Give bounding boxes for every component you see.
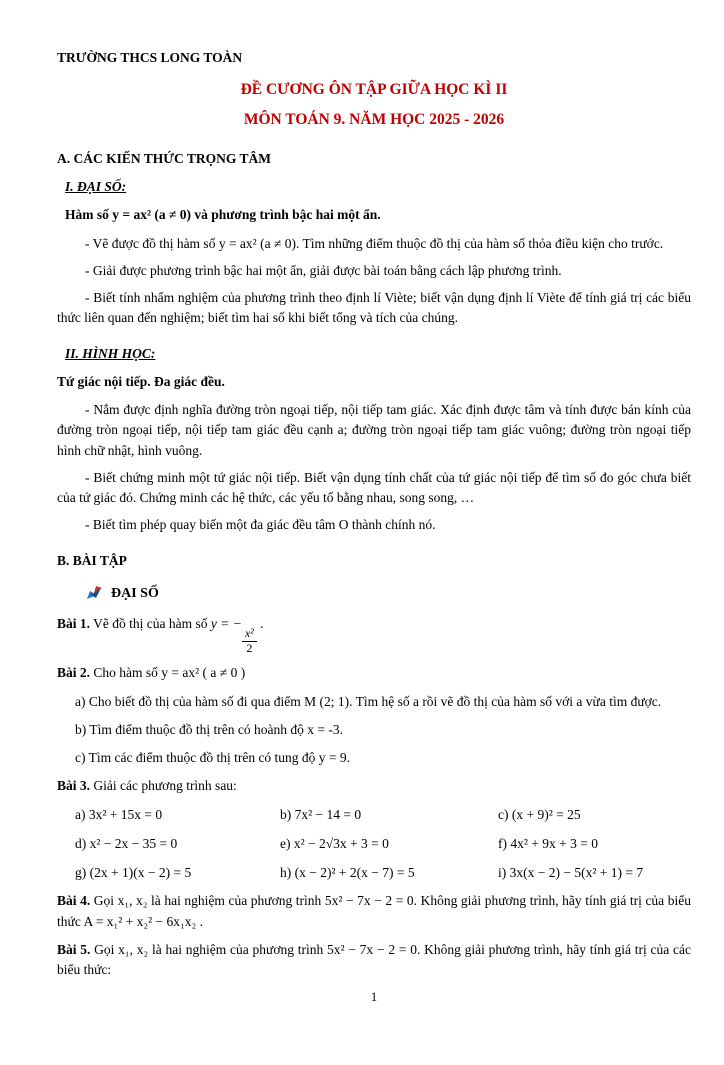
arrow-bullet-icon bbox=[87, 586, 103, 600]
algebra-heading-text: I. ĐẠI SỐ: bbox=[65, 179, 127, 194]
geometry-heading bbox=[65, 344, 691, 364]
algebra-point-3: - Biết tính nhẩm nghiệm của phương trình theo định lí Viète; biết vận dụng định lí Viète để tính giá trị các biểu thức liên quan đến nghiệm; biết tìm hai số khi biết tổng và tích của chúng. bbox=[57, 290, 691, 326]
bai2-item-b: b) Tìm điểm thuộc đồ thị trên có hoành độ x = -3. bbox=[75, 721, 343, 737]
algebra-subheading: Hàm số y = ax² (a ≠ 0) và phương trình bậc hai một ẩn. bbox=[65, 207, 381, 223]
algebra-point-2: - Giải được phương trình bậc hai một ẩn, giải được bài toán bằng cách lập phương trình. bbox=[85, 262, 562, 278]
page-number: 1 bbox=[370, 990, 378, 1005]
equation-b: b) 7x² − 14 = 0 bbox=[280, 806, 362, 822]
geometry-heading-text: II. HÌNH HỌC: bbox=[65, 345, 156, 361]
bai3-equations bbox=[57, 805, 691, 884]
bai2-item-a: a) Cho biết đồ thị của hàm số đi qua điểm M (2; 1). Tìm hệ số a rồi vẽ đồ thị của hàm số với a vừa tìm được. bbox=[75, 693, 662, 709]
equation-d: d) x² − 2x − 35 = 0 bbox=[75, 835, 178, 851]
equation-f: f) 4x² + 9x + 3 = 0 bbox=[498, 835, 599, 851]
section-b-heading: B. BÀI TẬP bbox=[57, 552, 127, 568]
geometry-point-1: - Nắm được định nghĩa đường tròn ngoại tiếp, nội tiếp tam giác. Xác định được tâm và tính được bán kính của đường tròn ngoại tiếp, nội tiếp tam giác đều cạnh a; đường tròn ngoại tiếp tam giác vuông; đường tròn ngoại tiếp hình chữ nhật, hình vuông. bbox=[57, 402, 691, 458]
doc-title-line2: MÔN TOÁN 9. NĂM HỌC 2025 - 2026 bbox=[243, 110, 505, 128]
equation-i: i) 3x(x − 2) − 5(x² + 1) = 7 bbox=[498, 865, 644, 881]
bai2-text: Cho hàm số y = ax² ( a ≠ 0 ) bbox=[90, 665, 246, 681]
algebra-point-1: - Vẽ được đồ thị hàm số y = ax² (a ≠ 0). Tìm những điểm thuộc đồ thị của hàm số thỏa điều kiện cho trước. bbox=[85, 235, 664, 251]
page-footer bbox=[57, 988, 691, 1065]
equation-e: e) x² − 2√3x + 3 = 0 bbox=[280, 835, 389, 851]
exercise-bai5 bbox=[57, 940, 691, 981]
bai4-label: Bài 4. bbox=[57, 893, 91, 909]
bai3-text: Giải các phương trình sau: bbox=[90, 778, 237, 794]
geometry-subheading: Tứ giác nội tiếp. Đa giác đều. bbox=[57, 373, 225, 389]
bai1-label: Bài 1. bbox=[57, 615, 91, 631]
bai4-text: Gọi x₁, x₂ là hai nghiệm của phương trình 5x² − 7x − 2 = 0. Không giải phương trình, hãy tính giá trị của biểu thức A = x₁² + x₂² − 6x₁x₂ . bbox=[57, 893, 691, 929]
bai1-text: Vẽ đồ thị của hàm số bbox=[90, 615, 211, 631]
exercise-bai4 bbox=[57, 891, 691, 932]
doc-title-line1: ĐỀ CƯƠNG ÔN TẬP GIỮA HỌC KÌ II bbox=[240, 81, 508, 99]
equation-h: h) (x − 2)² + 2(x − 7) = 5 bbox=[280, 865, 415, 881]
school-name: TRƯỜNG THCS LONG TOÀN bbox=[57, 50, 243, 65]
bai1-suffix: . bbox=[256, 615, 264, 631]
fraction bbox=[242, 627, 257, 656]
bai3-label: Bài 3. bbox=[57, 778, 91, 794]
exercise-bai2 bbox=[57, 663, 691, 683]
algebra-exercises-heading bbox=[87, 583, 691, 604]
algebra-heading bbox=[65, 177, 691, 197]
bai5-text: Gọi x₁, x₂ là hai nghiệm của phương trình 5x² − 7x − 2 = 0. Không giải phương trình, hãy tính giá trị của các biểu thức: bbox=[57, 941, 691, 978]
algebra-exercises-label: ĐẠI SỐ bbox=[111, 585, 159, 601]
section-a-heading: A. CÁC KIẾN THỨC TRỌNG TÂM bbox=[57, 150, 272, 166]
equation-g: g) (2x + 1)(x − 2) = 5 bbox=[75, 865, 192, 881]
bai5-label: Bài 5. bbox=[57, 941, 91, 957]
equation-c: c) (x + 9)² = 25 bbox=[498, 806, 581, 822]
geometry-point-2: - Biết chứng minh một tứ giác nội tiếp. Biết vận dụng tính chất của tứ giác nội tiếp để tìm số đo góc chưa biết của tứ giác đó. Chứng minh các hệ thức, các yếu tố bằng nhau, song song, … bbox=[57, 469, 691, 505]
geometry-point-3: - Biết tìm phép quay biến một đa giác đều tâm O thành chính nó. bbox=[85, 517, 436, 533]
exercise-bai3 bbox=[57, 776, 691, 796]
bai2-item-c: c) Tìm các điểm thuộc đồ thị trên có tung độ y = 9. bbox=[75, 750, 351, 766]
fraction-denominator: 2 bbox=[246, 640, 253, 655]
bai1-math-prefix: y = − bbox=[210, 615, 242, 631]
exercise-bai1 bbox=[57, 614, 691, 656]
bai2-label: Bài 2. bbox=[57, 665, 91, 681]
fraction-numerator: x² bbox=[242, 627, 257, 642]
equation-a: a) 3x² + 15x = 0 bbox=[75, 806, 163, 822]
